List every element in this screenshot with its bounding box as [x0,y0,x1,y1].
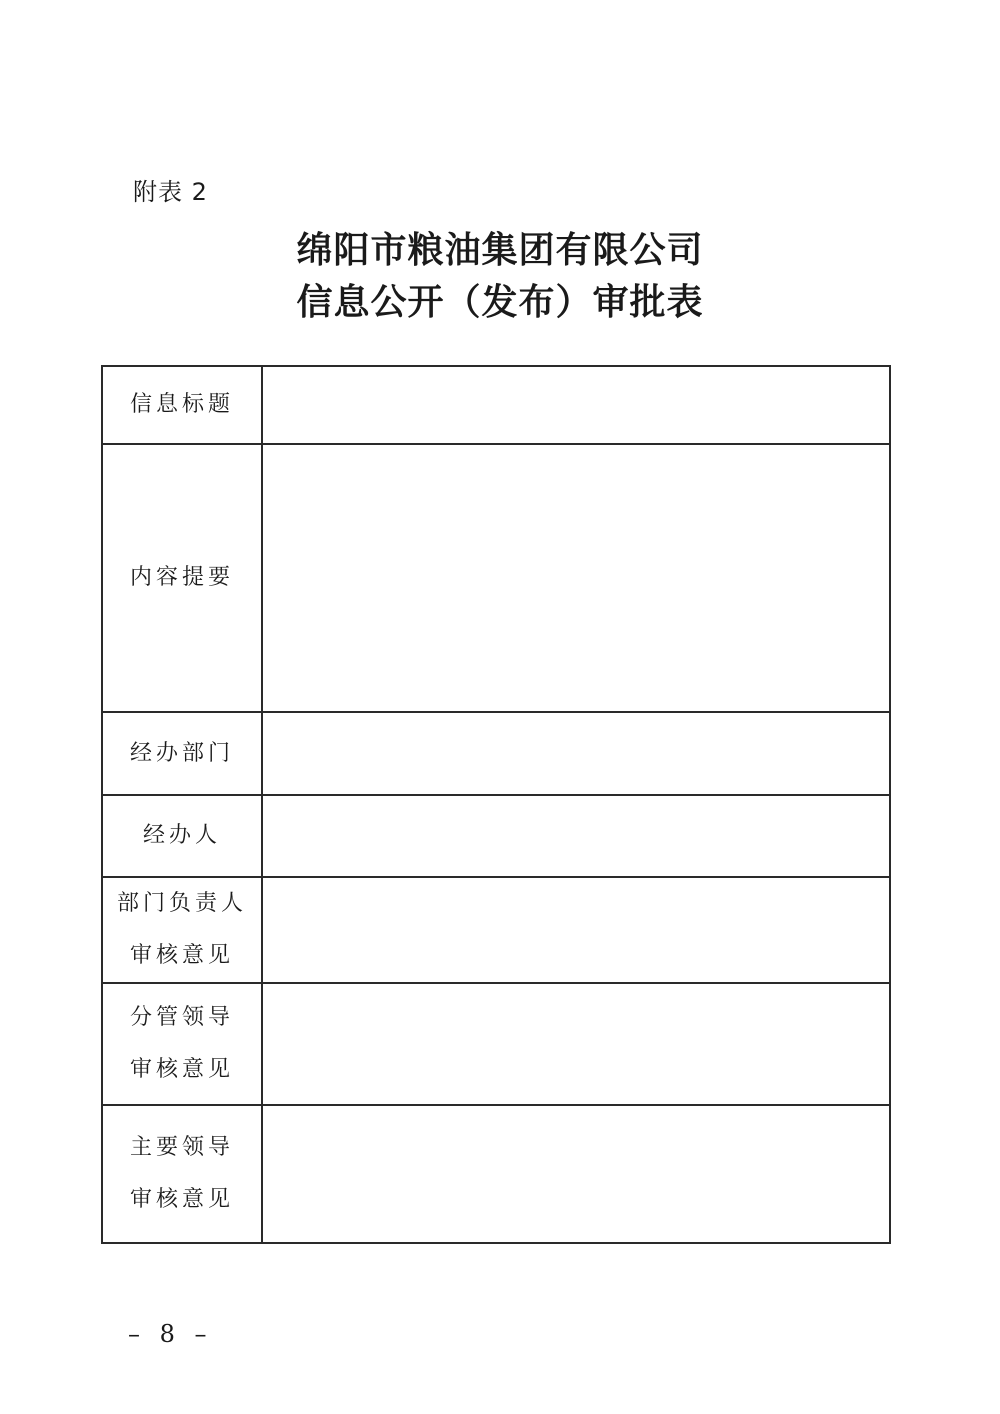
page-title-line-2: 信息公开（发布）审批表 [296,281,704,323]
attachment-label: 附表 2 [133,178,208,206]
form-value-handling-department[interactable] [262,712,890,795]
form-row-handler [102,795,890,877]
form-label-text: 经办人 [142,823,221,848]
form-value-supervising-leader-review[interactable] [262,983,890,1105]
form-value-handler[interactable] [262,795,890,877]
form-row-principal-leader-review [102,1105,890,1243]
form-value-department-head-review[interactable] [262,877,890,983]
page-title-line-1: 绵阳市粮油集团有限公司 [296,229,704,271]
form-row-handling-department [102,712,890,795]
form-value-content-summary[interactable] [262,444,890,712]
form-label-text: 审核意见 [129,1057,234,1082]
form-label-text: 主要领导 [129,1135,234,1160]
form-label-principal-leader-review [102,1105,262,1243]
form-label-handling-department [102,712,262,795]
form-value-principal-leader-review[interactable] [262,1105,890,1243]
form-label-text: 经办部门 [129,740,234,766]
form-label-text: 审核意见 [129,943,234,968]
form-row-department-head-review [102,877,890,983]
form-label-content-summary [102,444,262,712]
form-label-supervising-leader-review [102,983,262,1105]
form-row-supervising-leader-review [102,983,890,1105]
form-label-text: 分管领导 [129,1005,234,1030]
form-row-content-summary [102,444,890,712]
form-label-handler [102,795,262,877]
approval-form-table [101,365,891,1244]
form-label-department-head-review [102,877,262,983]
form-label-text: 内容提要 [129,565,234,590]
page-number: – 8 – [128,1320,213,1348]
form-value-info-title[interactable] [262,366,890,444]
form-row-info-title [102,366,890,444]
form-label-text: 审核意见 [129,1187,234,1212]
form-label-text: 部门负责人 [116,891,247,916]
form-label-info-title [102,366,262,444]
form-label-text: 信息标题 [129,392,234,417]
